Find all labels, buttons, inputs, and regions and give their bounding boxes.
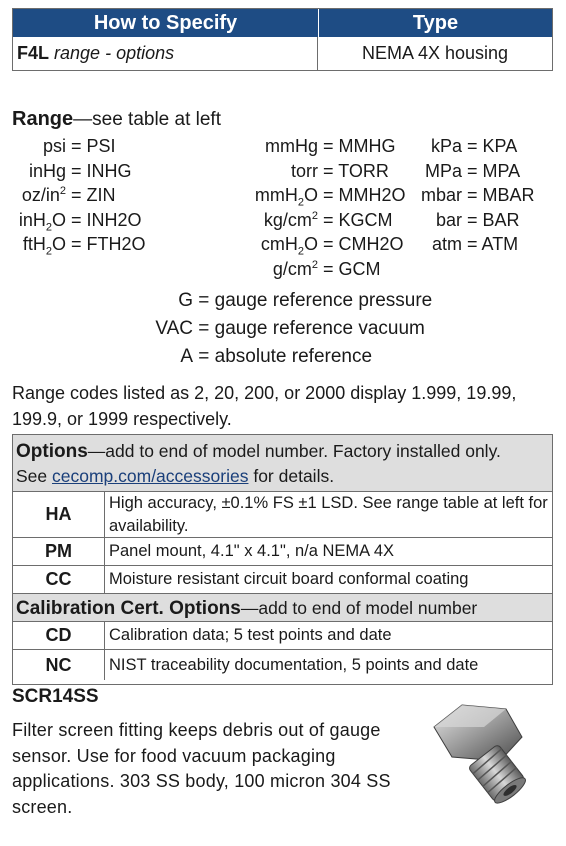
- options-intro: [13, 435, 552, 492]
- reference-absolute: [0, 346, 372, 368]
- reference-text: = gauge reference vacuum: [198, 318, 425, 339]
- how-to-specify-table: [12, 8, 553, 71]
- calibration-options-heading: [13, 594, 552, 622]
- unit-code: = BAR: [462, 209, 520, 230]
- reference-key: A: [180, 346, 193, 367]
- unit-label: kPa: [430, 136, 462, 156]
- unit-code: = FTH2O: [66, 234, 146, 255]
- unit-label: MPa: [424, 160, 462, 181]
- options-see-prefix: See: [16, 466, 52, 486]
- unit-code: = MMH2O: [318, 185, 406, 206]
- range-code-col1-0: [0, 135, 116, 157]
- reference-key: G: [178, 290, 193, 311]
- option-desc: High accuracy, ±0.1% FS ±1 LSD. See range table at left for availability.: [109, 493, 548, 535]
- unit-label: $g/cm^2$: [272, 259, 318, 279]
- filter-screen-fitting-photo: [422, 697, 540, 809]
- unit-subscript: 2: [45, 221, 52, 234]
- spec-model-cell: [13, 37, 318, 70]
- unit-code: = MPA: [462, 160, 521, 181]
- range-code-col1-2: [0, 184, 116, 206]
- unit-code: = MMHG: [318, 136, 396, 156]
- unit-subscript: 2: [45, 245, 52, 258]
- unit-label: bar: [435, 209, 462, 230]
- spec-header-how-to-specify: How to Specify: [13, 9, 319, 37]
- option-row-nc: [13, 650, 552, 680]
- option-desc: Calibration data; 5 test points and date: [109, 626, 392, 644]
- spec-type-cell: NEMA 4X housing: [361, 43, 509, 63]
- unit-label: $oz/in^2$: [21, 185, 66, 206]
- unit-label: inHg: [28, 160, 66, 181]
- unit-superscript: 2: [59, 185, 66, 198]
- option-row-pm: [13, 538, 552, 566]
- option-code: CC: [13, 566, 105, 593]
- unit-label: mbar: [420, 185, 462, 206]
- unit-label: cmH$_2$O: [260, 234, 318, 258]
- range-subtitle: —see table at left: [73, 109, 221, 130]
- model-number: F4L: [17, 43, 50, 63]
- unit-label: inH$_2$O: [18, 209, 66, 234]
- unit-code: = ATM: [462, 234, 519, 255]
- range-code-col1-1: [0, 160, 132, 182]
- range-code-col2-1: [185, 160, 389, 182]
- unit-label: atm: [431, 234, 462, 255]
- range-code-col1-3: [0, 209, 142, 234]
- unit-code: = KGCM: [318, 209, 393, 230]
- unit-code: = GCM: [318, 259, 381, 279]
- range-code-col1-4: [0, 233, 146, 258]
- range-heading: [12, 108, 221, 131]
- reference-gauge-vacuum: [0, 318, 425, 340]
- unit-code: = MBAR: [462, 185, 535, 206]
- unit-superscript: 2: [311, 209, 318, 222]
- unit-code: = TORR: [318, 160, 389, 181]
- range-code-col2-0: [185, 135, 396, 157]
- range-code-col3-0: [380, 135, 517, 157]
- unit-code: = CMH2O: [318, 234, 404, 255]
- option-code: HA: [13, 492, 105, 537]
- option-desc: Panel mount, 4.1" x 4.1", n/a NEMA 4X: [109, 542, 395, 560]
- reference-gauge-pressure: [0, 290, 432, 312]
- unit-label: psi: [42, 136, 66, 156]
- option-code: NC: [13, 650, 105, 680]
- unit-code: = INH2O: [66, 209, 142, 230]
- option-desc: NIST traceability documentation, 5 points and date: [109, 655, 479, 674]
- options-see-suffix: for details.: [248, 466, 335, 486]
- option-code: PM: [13, 538, 105, 565]
- option-code: CD: [13, 622, 105, 649]
- unit-subscript: 2: [297, 196, 304, 209]
- accessory-description: Filter screen fitting keeps debris out of gauge sensor. Use for food vacuum packaging applications. 303 SS body, 100 micron 304 SS screen.: [12, 720, 391, 817]
- option-row-cd: [13, 622, 552, 650]
- options-title: Options: [16, 441, 88, 462]
- options-table: [12, 434, 553, 685]
- unit-label: mmHg: [265, 136, 318, 156]
- range-code-col3-2: [380, 184, 535, 206]
- unit-label: torr: [291, 160, 318, 181]
- unit-superscript: 2: [311, 259, 318, 271]
- reference-key: VAC: [155, 318, 193, 339]
- range-code-col3-1: [380, 160, 520, 182]
- unit-code: = ZIN: [66, 185, 116, 206]
- spec-table-row: [13, 37, 552, 70]
- cert-text: —add to end of model number: [240, 598, 478, 618]
- spec-table-header: [13, 9, 552, 37]
- range-code-col3-3: [380, 209, 520, 231]
- option-row-cc: [13, 566, 552, 594]
- option-row-ha: [13, 492, 552, 538]
- reference-text: = gauge reference pressure: [198, 290, 433, 311]
- unit-code: = PSI: [66, 136, 116, 156]
- range-code-col3-4: [380, 233, 518, 255]
- unit-label: mmH$_2$O: [254, 185, 318, 209]
- range-code-col2-2: [185, 184, 406, 209]
- range-code-col2-4: [185, 233, 404, 258]
- unit-label: $kg/cm^2$: [263, 209, 318, 230]
- option-desc: Moisture resistant circuit board conformal coating: [109, 570, 469, 588]
- reference-text: = absolute reference: [198, 346, 373, 367]
- model-suffix: range - options: [54, 43, 175, 63]
- cert-title: Calibration Cert. Options: [16, 598, 241, 619]
- unit-label: ftH$_2$O: [22, 234, 66, 258]
- options-intro-text: —add to end of model number. Factory installed only.: [87, 441, 501, 461]
- range-code-note: Range codes listed as 2, 20, 200, or 2000 display 1.999, 19.99, 199.9, or 1999 respectively.: [12, 383, 517, 429]
- unit-code: = INHG: [66, 160, 132, 181]
- range-code-col2-5: [185, 258, 381, 280]
- accessory-title: SCR14SS: [12, 686, 99, 707]
- accessories-link[interactable]: cecomp.com/accessories: [52, 466, 249, 486]
- unit-code: = KPA: [462, 136, 518, 156]
- unit-subscript: 2: [297, 245, 304, 258]
- range-code-col2-3: [185, 209, 393, 231]
- spec-header-type: Type: [412, 12, 459, 34]
- range-title: Range: [12, 108, 74, 130]
